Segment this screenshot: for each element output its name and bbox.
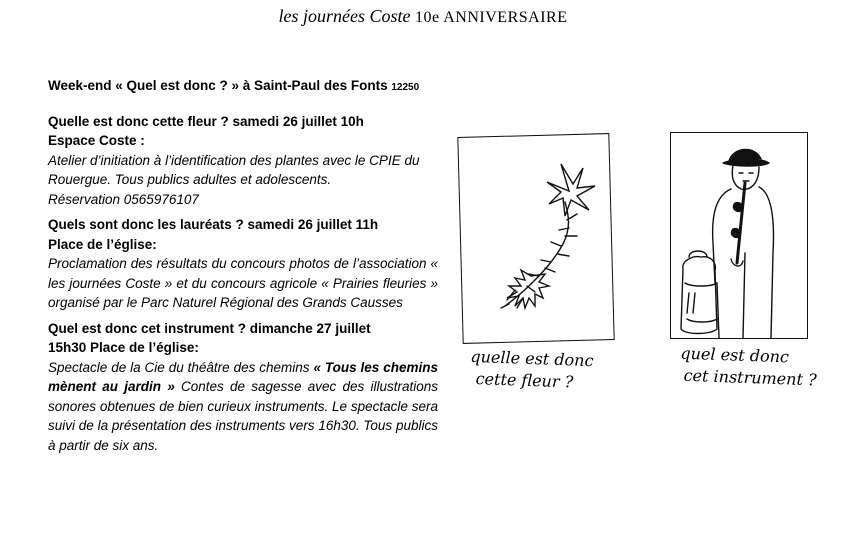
flower-caption-line: cette fleur ?	[475, 369, 574, 392]
page-header	[0, 6, 846, 27]
event-description: Spectacle de la Cie du théâtre des chemins « Tous les chemins mènent au jardin » Contes de sagesse avec des illustrations sonores obtenues de bien curieux instruments. Le spectacle sera suivi de la présentation des instruments vers 16h30. Tous publics à partir de six ans.	[48, 359, 439, 453]
event-reservation: Réservation 0565976107	[48, 191, 199, 207]
event-flower	[48, 112, 438, 210]
postcode: 12250	[391, 82, 420, 93]
event-description: Atelier d’initiation à l’identification des plantes avec le CPIE du Rouergue. Tous publics adultes et adolescents.	[48, 152, 420, 187]
flower-caption-line: quelle est donc	[470, 346, 594, 371]
event-title: Quel est donc cet instrument ? dimanche 27 juillet	[48, 320, 371, 336]
event-instrument	[48, 319, 438, 456]
edition-label: 10e ANNIVERSAIRE	[415, 9, 568, 26]
instrument-caption-line: quel est donc	[680, 343, 790, 367]
instrument-caption	[679, 343, 817, 392]
brand-prefix: les journées	[278, 6, 366, 26]
event-time-place: 15h30 Place de l’église:	[48, 340, 199, 355]
brand-name: Coste	[369, 6, 411, 26]
event-place: Place de l’église:	[48, 236, 157, 252]
intro-title: Week-end « Quel est donc ? » à Saint-Paul des Fonts 12250	[48, 78, 420, 93]
event-place: Espace Coste :	[48, 133, 145, 148]
instrument-drawing	[671, 133, 807, 338]
event-winners	[48, 215, 438, 313]
program-column	[48, 76, 438, 455]
flower-drawing	[461, 136, 611, 341]
flower-caption	[469, 346, 594, 394]
instrument-caption-line: cet instrument ?	[683, 365, 817, 390]
event-description: Proclamation des résultats du concours photos de l’association « les journées Coste » et du concours agricole « Prairies fleuries » organisé par le Parc Naturel Régional des Grands Causses	[48, 256, 438, 310]
event-title: Quelle est donc cette fleur ? samedi 26 juillet 10h	[48, 113, 364, 129]
event-title: Quels sont donc les lauréats ? samedi 26 juillet 11h	[48, 217, 379, 232]
